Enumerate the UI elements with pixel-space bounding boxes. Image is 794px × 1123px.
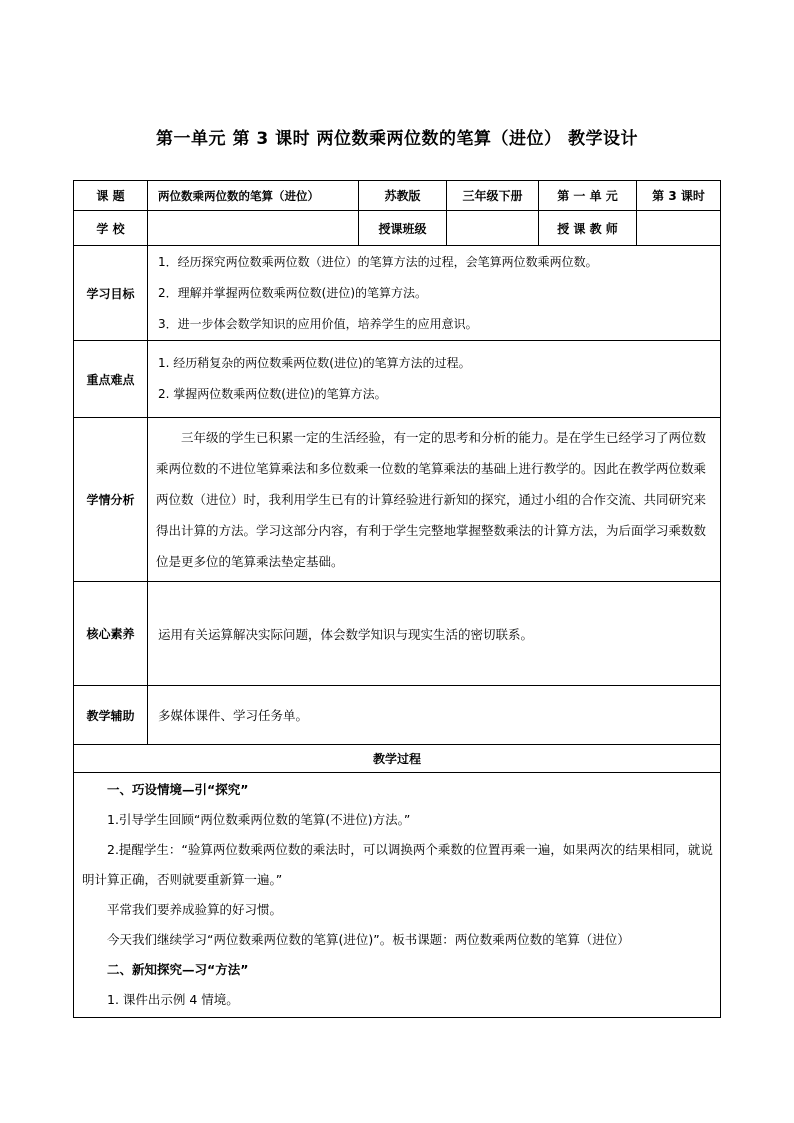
process-paragraph: 今天我们继续学习“两位数乘两位数的笔算(进位)”。板书课题：两位数乘两位数的笔算（进位） <box>107 932 630 947</box>
row-process <box>74 773 721 1018</box>
label-school: 学 校 <box>74 211 148 246</box>
process-section-1: 一、巧设情境—引“探究” <box>107 782 249 797</box>
label-key-points: 重点难点 <box>74 341 148 418</box>
row-aids <box>74 686 721 745</box>
row-key-points <box>74 341 721 418</box>
grade-value: 三年级下册 <box>447 181 539 211</box>
row-process-heading <box>74 745 721 773</box>
row-analysis <box>74 418 721 582</box>
row-school <box>74 211 721 246</box>
school-value <box>148 211 359 246</box>
key-points-list <box>148 341 721 418</box>
row-core <box>74 582 721 686</box>
process-paragraph: 2.提醒学生：“验算两位数乘两位数的乘法时，可以调换两个乘数的位置再乘一遍，如果两次的结果相同，就说明计算正确，否则就要重新算一遍。” <box>82 842 713 887</box>
label-goals: 学习目标 <box>74 246 148 341</box>
aids-text: 多媒体课件、学习任务单。 <box>148 686 721 745</box>
process-section-2: 二、新知探究—习“方法” <box>107 962 249 977</box>
key-point-item: 2. 掌握两位数乘两位数(进位)的笔算方法。 <box>158 387 387 401</box>
label-core: 核心素养 <box>74 582 148 686</box>
topic-value: 两位数乘两位数的笔算（进位） <box>148 181 359 211</box>
class-value <box>447 211 539 246</box>
teacher-value <box>637 211 721 246</box>
analysis-text: 三年级的学生已积累一定的生活经验，有一定的思考和分析的能力。是在学生已经学习了两位数乘两位数的不进位笔算乘法和多位数乘一位数的笔算乘法的基础上进行教学的。因此在教学两位数乘两位数（进位）时，我利用学生已有的计算经验进行新知的探究，通过小组的合作交流、共同研究来得出计算的方法。学习这部分内容，有利于学生完整地掌握整数乘法的计算方法，为后面学习乘数数位是更多位的笔算乘法垫定基础。 <box>148 418 721 582</box>
process-heading: 教学过程 <box>74 745 721 773</box>
process-content <box>74 773 721 1018</box>
lesson-value: 第 3 课时 <box>637 181 721 211</box>
document-title: 第一单元 第 3 课时 两位数乘两位数的笔算（进位） 教学设计 <box>156 129 638 149</box>
publisher-value: 苏教版 <box>359 181 447 211</box>
label-aids: 教学辅助 <box>74 686 148 745</box>
row-topic <box>74 181 721 211</box>
label-teacher: 授 课 教 师 <box>539 211 637 246</box>
lesson-plan-table <box>73 180 721 1018</box>
process-paragraph: 1. 课件出示例 4 情境。 <box>107 992 239 1007</box>
core-text: 运用有关运算解决实际问题，体会数学知识与现实生活的密切联系。 <box>148 582 721 686</box>
key-point-item: 1. 经历稍复杂的两位数乘两位数(进位)的笔算方法的过程。 <box>158 356 471 370</box>
goals-list <box>148 246 721 341</box>
process-paragraph: 1.引导学生回顾“两位数乘两位数的笔算(不进位)方法。” <box>107 812 411 827</box>
label-topic: 课 题 <box>74 181 148 211</box>
process-paragraph: 平常我们要养成验算的好习惯。 <box>107 902 283 917</box>
goal-item: 2．理解并掌握两位数乘两位数(进位)的笔算方法。 <box>158 285 427 300</box>
label-class: 授课班级 <box>359 211 447 246</box>
goal-item: 3．进一步体会数学知识的应用价值，培养学生的应用意识。 <box>158 316 478 331</box>
row-goals <box>74 246 721 341</box>
goal-item: 1．经历探究两位数乘两位数（进位）的笔算方法的过程，会笔算两位数乘两位数。 <box>158 254 598 269</box>
unit-value: 第 一 单 元 <box>539 181 637 211</box>
label-analysis: 学情分析 <box>74 418 148 582</box>
